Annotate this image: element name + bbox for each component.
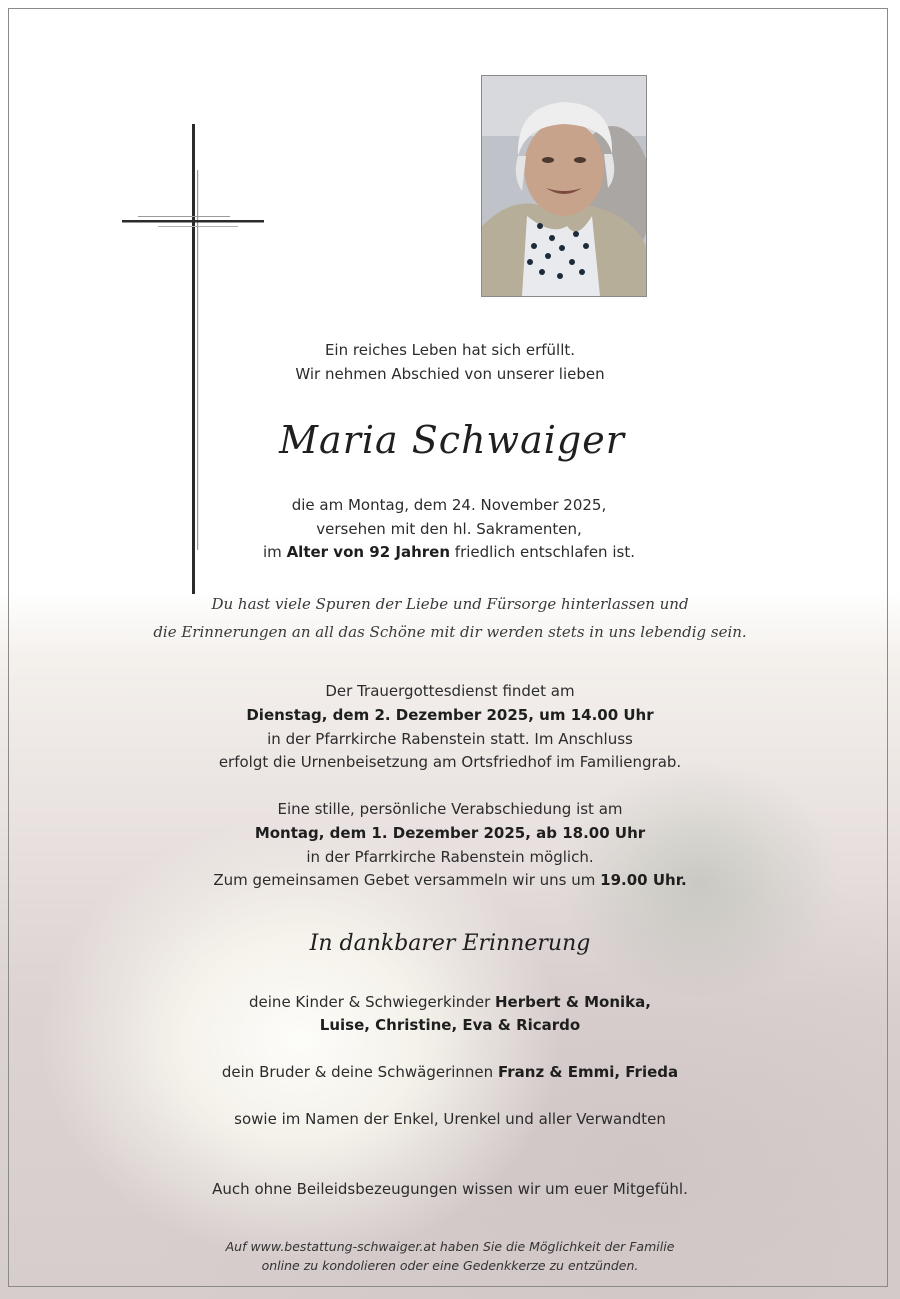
service-line-3: in der Pfarrkirche Rabenstein statt. Im Anschluss — [267, 730, 633, 748]
death-line-3: im Alter von 92 Jahren friedlich entschlafen ist. — [263, 543, 635, 561]
portrait-photo — [481, 75, 647, 297]
farewell-line-3: in der Pfarrkirche Rabenstein möglich. — [306, 848, 594, 866]
service-line-4: erfolgt die Urnenbeisetzung am Ortsfriedhof im Familiengrab. — [218, 753, 682, 771]
farewell-line-4: Zum gemeinsamen Gebet versammeln wir uns um 19.00 Uhr. — [213, 871, 687, 889]
intro-line-1: Ein reiches Leben hat sich erfüllt. — [324, 341, 576, 359]
footer-line-2: online zu kondolieren oder eine Gedenkkerze zu entzünden. — [261, 1258, 639, 1273]
footer-line-1: Auf www.bestattung-schwaiger.at haben Sie die Möglichkeit der Familie — [225, 1239, 675, 1254]
quote-line-2: die Erinnerungen an all das Schöne mit dir werden stets in uns lebendig sein. — [153, 623, 747, 641]
mourners-sibling: dein Bruder & deine Schwägerinnen Franz & Emmi, Frieda — [221, 1063, 679, 1081]
death-line-2: versehen mit den hl. Sakramenten, — [316, 520, 582, 538]
mourners-children: deine Kinder & Schwiegerkinder Herbert & Monika, — [249, 993, 651, 1011]
memory-heading: In dankbarer Erinnerung — [309, 931, 591, 956]
mourners-others: sowie im Namen der Enkel, Urenkel und aller Verwandten — [234, 1110, 666, 1128]
closing-line: Auch ohne Beileidsbezeugungen wissen wir um euer Mitgefühl. — [212, 1180, 688, 1198]
farewell-line-2: Montag, dem 1. Dezember 2025, ab 18.00 Uhr — [254, 824, 646, 842]
service-line-1: Der Trauergottesdienst findet am — [325, 682, 575, 700]
mourners-children-2: Luise, Christine, Eva & Ricardo — [319, 1016, 581, 1034]
farewell-line-1: Eine stille, persönliche Verabschiedung ist am — [277, 800, 623, 818]
deceased-name: Maria Schwaiger — [279, 418, 625, 462]
quote-line-1: Du hast viele Spuren der Liebe und Fürsorge hinterlassen und — [211, 595, 689, 613]
service-line-2: Dienstag, dem 2. Dezember 2025, um 14.00 Uhr — [246, 706, 654, 724]
intro-line-2: Wir nehmen Abschied von unserer lieben — [295, 365, 605, 383]
death-line-1: die am Montag, dem 24. November 2025, — [291, 496, 607, 514]
